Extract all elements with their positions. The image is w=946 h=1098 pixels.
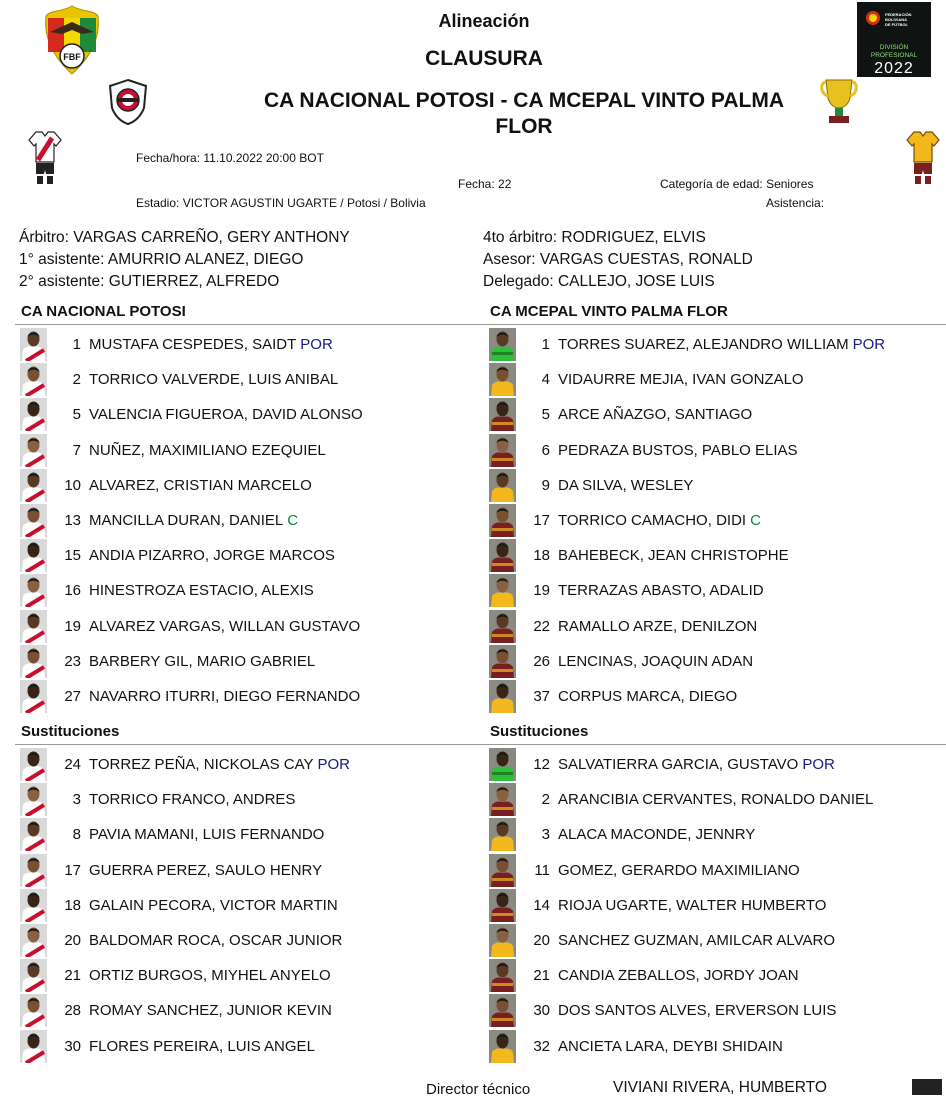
captain-tag: C xyxy=(287,512,299,529)
player-number: 7 xyxy=(72,441,81,459)
player-row xyxy=(20,958,331,993)
player-name: TORRICO CAMACHO, DIDI xyxy=(558,512,747,529)
player-row xyxy=(489,503,761,538)
player-photo xyxy=(20,994,47,1027)
player-number: 4 xyxy=(541,371,550,389)
player-photo xyxy=(20,854,47,887)
player-number: 28 xyxy=(64,1002,81,1020)
player-name: VALENCIA FIGUEROA, DAVID ALONSO xyxy=(89,406,363,424)
player-name: VIDAURRE MEJIA, IVAN GONZALO xyxy=(558,371,804,389)
player-name: NAVARRO ITURRI, DIEGO FERNANDO xyxy=(89,688,361,705)
player-photo xyxy=(20,574,47,607)
player-name: RIOJA UGARTE, WALTER HUMBERTO xyxy=(558,896,827,914)
match-datetime: Fecha/hora: 11.10.2022 20:00 BOT xyxy=(136,151,324,165)
player-name: TORRES SUAREZ, ALEJANDRO WILLIAM xyxy=(558,336,849,353)
player-row xyxy=(489,468,693,503)
attendance: Asistencia: xyxy=(766,196,825,210)
player-name: TORREZ PEÑA, NICKOLAS CAY xyxy=(89,756,314,773)
player-photo xyxy=(489,1030,516,1063)
home-subs-header: Sustituciones xyxy=(21,723,120,740)
player-photo xyxy=(489,398,516,431)
player-photo xyxy=(489,994,516,1027)
nacional-potosi-crest xyxy=(108,78,148,126)
player-row xyxy=(20,817,324,852)
goalkeeper-tag: POR xyxy=(802,756,835,773)
player-photo xyxy=(489,363,516,396)
player-photo xyxy=(489,680,516,713)
player-row xyxy=(489,644,753,679)
svg-text:BOLIVIANA: BOLIVIANA xyxy=(885,17,907,22)
player-number: 16 xyxy=(64,582,81,600)
svg-text:2022: 2022 xyxy=(874,60,914,77)
player-name: DA SILVA, WESLEY xyxy=(558,476,694,494)
player-photo xyxy=(20,748,47,781)
player-number: 11 xyxy=(534,861,550,879)
player-name: SALVATIERRA GARCIA, GUSTAVO xyxy=(558,756,799,773)
player-photo xyxy=(489,469,516,502)
assistant-1: 1° asistente: AMURRIO ALANEZ, DIEGO xyxy=(19,251,304,268)
player-number: 17 xyxy=(533,512,550,529)
player-name: BARBERY GIL, MARIO GABRIEL xyxy=(89,652,316,670)
referee: Árbitro: VARGAS CARREÑO, GERY ANTHONY xyxy=(19,229,350,246)
player-number: 37 xyxy=(533,688,550,705)
player-name: GOMEZ, GERARDO MAXIMILIANO xyxy=(558,861,800,879)
player-photo xyxy=(20,469,47,502)
player-row xyxy=(489,573,764,608)
player-row xyxy=(489,609,757,644)
player-name: TORRICO FRANCO, ANDRES xyxy=(89,791,296,809)
player-name: ARANCIBIA CERVANTES, RONALDO DANIEL xyxy=(558,791,874,809)
player-name: SANCHEZ GUZMAN, AMILCAR ALVARO xyxy=(558,932,835,949)
player-photo xyxy=(20,363,47,396)
player-row xyxy=(20,644,315,679)
player-row xyxy=(20,573,314,608)
player-number: 30 xyxy=(64,1037,81,1055)
goalkeeper-tag: POR xyxy=(852,336,886,353)
player-photo xyxy=(489,818,516,851)
player-row xyxy=(489,993,836,1028)
player-name: ROMAY SANCHEZ, JUNIOR KEVIN xyxy=(89,1002,332,1020)
fourth-official: 4to árbitro: RODRIGUEZ, ELVIS xyxy=(483,229,706,246)
player-number: 10 xyxy=(64,476,81,494)
player-number: 5 xyxy=(72,406,81,424)
goalkeeper-tag: POR xyxy=(300,336,333,353)
player-photo xyxy=(20,398,47,431)
player-photo xyxy=(489,539,516,572)
player-row xyxy=(489,679,737,714)
svg-text:DIVISIÓN: DIVISIÓN xyxy=(879,44,909,51)
player-name: MANCILLA DURAN, DANIEL xyxy=(89,512,284,529)
player-number: 22 xyxy=(533,617,550,635)
divider xyxy=(15,324,946,325)
player-number: 18 xyxy=(533,547,550,565)
player-photo xyxy=(489,328,516,361)
player-row xyxy=(20,782,295,817)
player-name: BALDOMAR ROCA, OSCAR JUNIOR xyxy=(89,932,343,949)
player-number: 5 xyxy=(541,406,550,424)
player-number: 3 xyxy=(541,826,550,844)
player-name: DOS SANTOS ALVES, ERVERSON LUIS xyxy=(558,1002,837,1020)
player-photo xyxy=(489,645,516,678)
player-photo xyxy=(489,959,516,992)
player-row xyxy=(489,397,752,432)
player-number: 21 xyxy=(533,967,550,985)
player-photo xyxy=(20,680,47,713)
document-type: Alineación xyxy=(438,11,530,31)
player-name: PAVIA MAMANI, LUIS FERNANDO xyxy=(89,826,325,844)
player-photo xyxy=(20,1030,47,1063)
player-photo xyxy=(20,889,47,922)
player-name: LENCINAS, JOAQUIN ADAN xyxy=(558,652,754,670)
player-number: 9 xyxy=(541,476,550,494)
player-name: BAHEBECK, JEAN CHRISTOPHE xyxy=(558,547,789,565)
player-name: ARCE AÑAZGO, SANTIAGO xyxy=(558,406,753,424)
player-photo xyxy=(20,610,47,643)
player-name: MUSTAFA CESPEDES, SAIDT xyxy=(89,336,297,353)
player-photo xyxy=(489,924,516,957)
player-row xyxy=(489,433,798,468)
coach-name: VIVIANI RIVERA, HUMBERTO xyxy=(613,1079,827,1096)
player-number: 2 xyxy=(72,371,81,389)
player-name: GUERRA PEREZ, SAULO HENRY xyxy=(89,861,323,879)
player-number: 24 xyxy=(64,756,81,773)
assessor: Asesor: VARGAS CUESTAS, RONALD xyxy=(483,251,753,268)
player-photo xyxy=(20,818,47,851)
assistant-2: 2° asistente: GUTIERREZ, ALFREDO xyxy=(19,273,280,290)
player-number: 19 xyxy=(533,582,550,600)
coach-photo xyxy=(912,1079,942,1095)
away-team-name: CA MCEPAL VINTO PALMA FLOR xyxy=(490,303,728,320)
player-row xyxy=(20,397,363,432)
player-row xyxy=(20,468,312,503)
player-number: 1 xyxy=(72,336,81,353)
player-row xyxy=(20,362,338,397)
player-number: 17 xyxy=(64,861,81,879)
player-photo xyxy=(20,645,47,678)
match-title-line2: FLOR xyxy=(495,115,553,138)
player-name: HINESTROZA ESTACIO, ALEXIS xyxy=(89,582,314,600)
svg-text:DE FÚTBOL: DE FÚTBOL xyxy=(885,22,908,27)
svg-text:FEDERACIÓN: FEDERACIÓN xyxy=(885,12,912,17)
player-number: 13 xyxy=(64,512,81,529)
svg-text:PROFESIONAL: PROFESIONAL xyxy=(870,52,918,59)
player-photo xyxy=(489,748,516,781)
player-photo xyxy=(489,504,516,537)
player-name: CANDIA ZEBALLOS, JORDY JOAN xyxy=(558,967,799,985)
player-name: NUÑEZ, MAXIMILIANO EZEQUIEL xyxy=(89,441,326,459)
player-photo xyxy=(20,434,47,467)
player-row xyxy=(489,362,804,397)
player-row xyxy=(489,923,835,958)
player-number: 3 xyxy=(72,791,81,809)
player-row xyxy=(20,888,338,923)
player-row xyxy=(20,993,332,1028)
player-photo xyxy=(20,328,47,361)
player-name: ALVAREZ VARGAS, WILLAN GUSTAVO xyxy=(89,617,361,635)
player-number: 18 xyxy=(64,896,81,914)
player-row xyxy=(489,1029,783,1064)
age-category: Categoría de edad: Seniores xyxy=(660,177,814,191)
player-name: GALAIN PECORA, VICTOR MARTIN xyxy=(89,896,338,914)
player-photo xyxy=(20,539,47,572)
player-name: ORTIZ BURGOS, MIYHEL ANYELO xyxy=(89,967,331,985)
player-row xyxy=(489,888,826,923)
player-number: 26 xyxy=(533,652,550,670)
player-number: 12 xyxy=(533,756,550,773)
player-row xyxy=(20,1029,315,1064)
player-photo xyxy=(489,854,516,887)
player-row xyxy=(489,958,799,993)
player-row xyxy=(20,853,322,888)
player-row xyxy=(489,853,800,888)
player-number: 30 xyxy=(533,1002,550,1020)
player-number: 2 xyxy=(541,791,550,809)
player-name: ANDIA PIZARRO, JORGE MARCOS xyxy=(89,547,335,565)
away-subs-header: Sustituciones xyxy=(490,723,589,740)
player-photo xyxy=(489,783,516,816)
player-row xyxy=(489,782,873,817)
player-name: RAMALLO ARZE, DENILZON xyxy=(558,617,758,635)
captain-tag: C xyxy=(750,512,761,529)
player-number: 23 xyxy=(64,652,81,670)
player-number: 6 xyxy=(541,441,550,459)
player-number: 27 xyxy=(64,688,81,705)
match-round: Fecha: 22 xyxy=(458,177,512,191)
player-photo xyxy=(20,924,47,957)
player-number: 20 xyxy=(64,932,81,949)
player-row xyxy=(20,923,342,958)
coach-label: Director técnico xyxy=(426,1081,531,1098)
player-row xyxy=(20,679,360,714)
player-photo xyxy=(489,574,516,607)
delegate: Delegado: CALLEJO, JOSE LUIS xyxy=(483,273,715,290)
match-title-line1: CA NACIONAL POTOSI - CA MCEPAL VINTO PALMA xyxy=(264,89,784,112)
player-name: ANCIETA LARA, DEYBI SHIDAIN xyxy=(558,1037,783,1055)
player-photo xyxy=(20,783,47,816)
player-name: ALVAREZ, CRISTIAN MARCELO xyxy=(89,476,312,494)
player-number: 15 xyxy=(64,547,81,565)
player-row xyxy=(489,817,755,852)
player-row xyxy=(20,503,298,538)
stadium: Estadio: VICTOR AGUSTIN UGARTE / Potosi / Bolivia xyxy=(136,196,426,210)
player-row xyxy=(20,327,333,362)
svg-text:FBF: FBF xyxy=(63,52,81,62)
away-kit-icon xyxy=(906,130,940,186)
player-number: 1 xyxy=(541,336,550,353)
home-kit-icon xyxy=(28,130,62,186)
player-number: 20 xyxy=(533,932,550,949)
player-number: 14 xyxy=(533,896,550,914)
player-name: PEDRAZA BUSTOS, PABLO ELIAS xyxy=(558,441,798,459)
player-number: 8 xyxy=(72,826,81,844)
player-row xyxy=(20,747,350,782)
player-number: 19 xyxy=(64,617,81,635)
match-title xyxy=(200,88,848,140)
player-photo xyxy=(489,610,516,643)
player-row xyxy=(489,538,789,573)
player-number: 32 xyxy=(533,1037,550,1055)
player-row xyxy=(489,747,835,782)
player-photo xyxy=(489,434,516,467)
player-name: TORRICO VALVERDE, LUIS ANIBAL xyxy=(89,371,339,389)
player-name: FLORES PEREIRA, LUIS ANGEL xyxy=(89,1037,315,1055)
player-row xyxy=(489,327,885,362)
player-photo xyxy=(489,889,516,922)
player-name: CORPUS MARCA, DIEGO xyxy=(558,688,738,705)
player-photo xyxy=(20,959,47,992)
player-name: ALACA MACONDE, JENNRY xyxy=(558,826,756,844)
tournament-name: CLAUSURA xyxy=(425,47,543,70)
home-team-name: CA NACIONAL POTOSI xyxy=(21,303,186,320)
player-photo xyxy=(20,504,47,537)
player-number: 21 xyxy=(64,967,81,985)
goalkeeper-tag: POR xyxy=(317,756,351,773)
player-name: TERRAZAS ABASTO, ADALID xyxy=(558,582,764,600)
divider xyxy=(15,744,946,745)
player-row xyxy=(20,433,326,468)
player-row xyxy=(20,538,335,573)
player-row xyxy=(20,609,360,644)
